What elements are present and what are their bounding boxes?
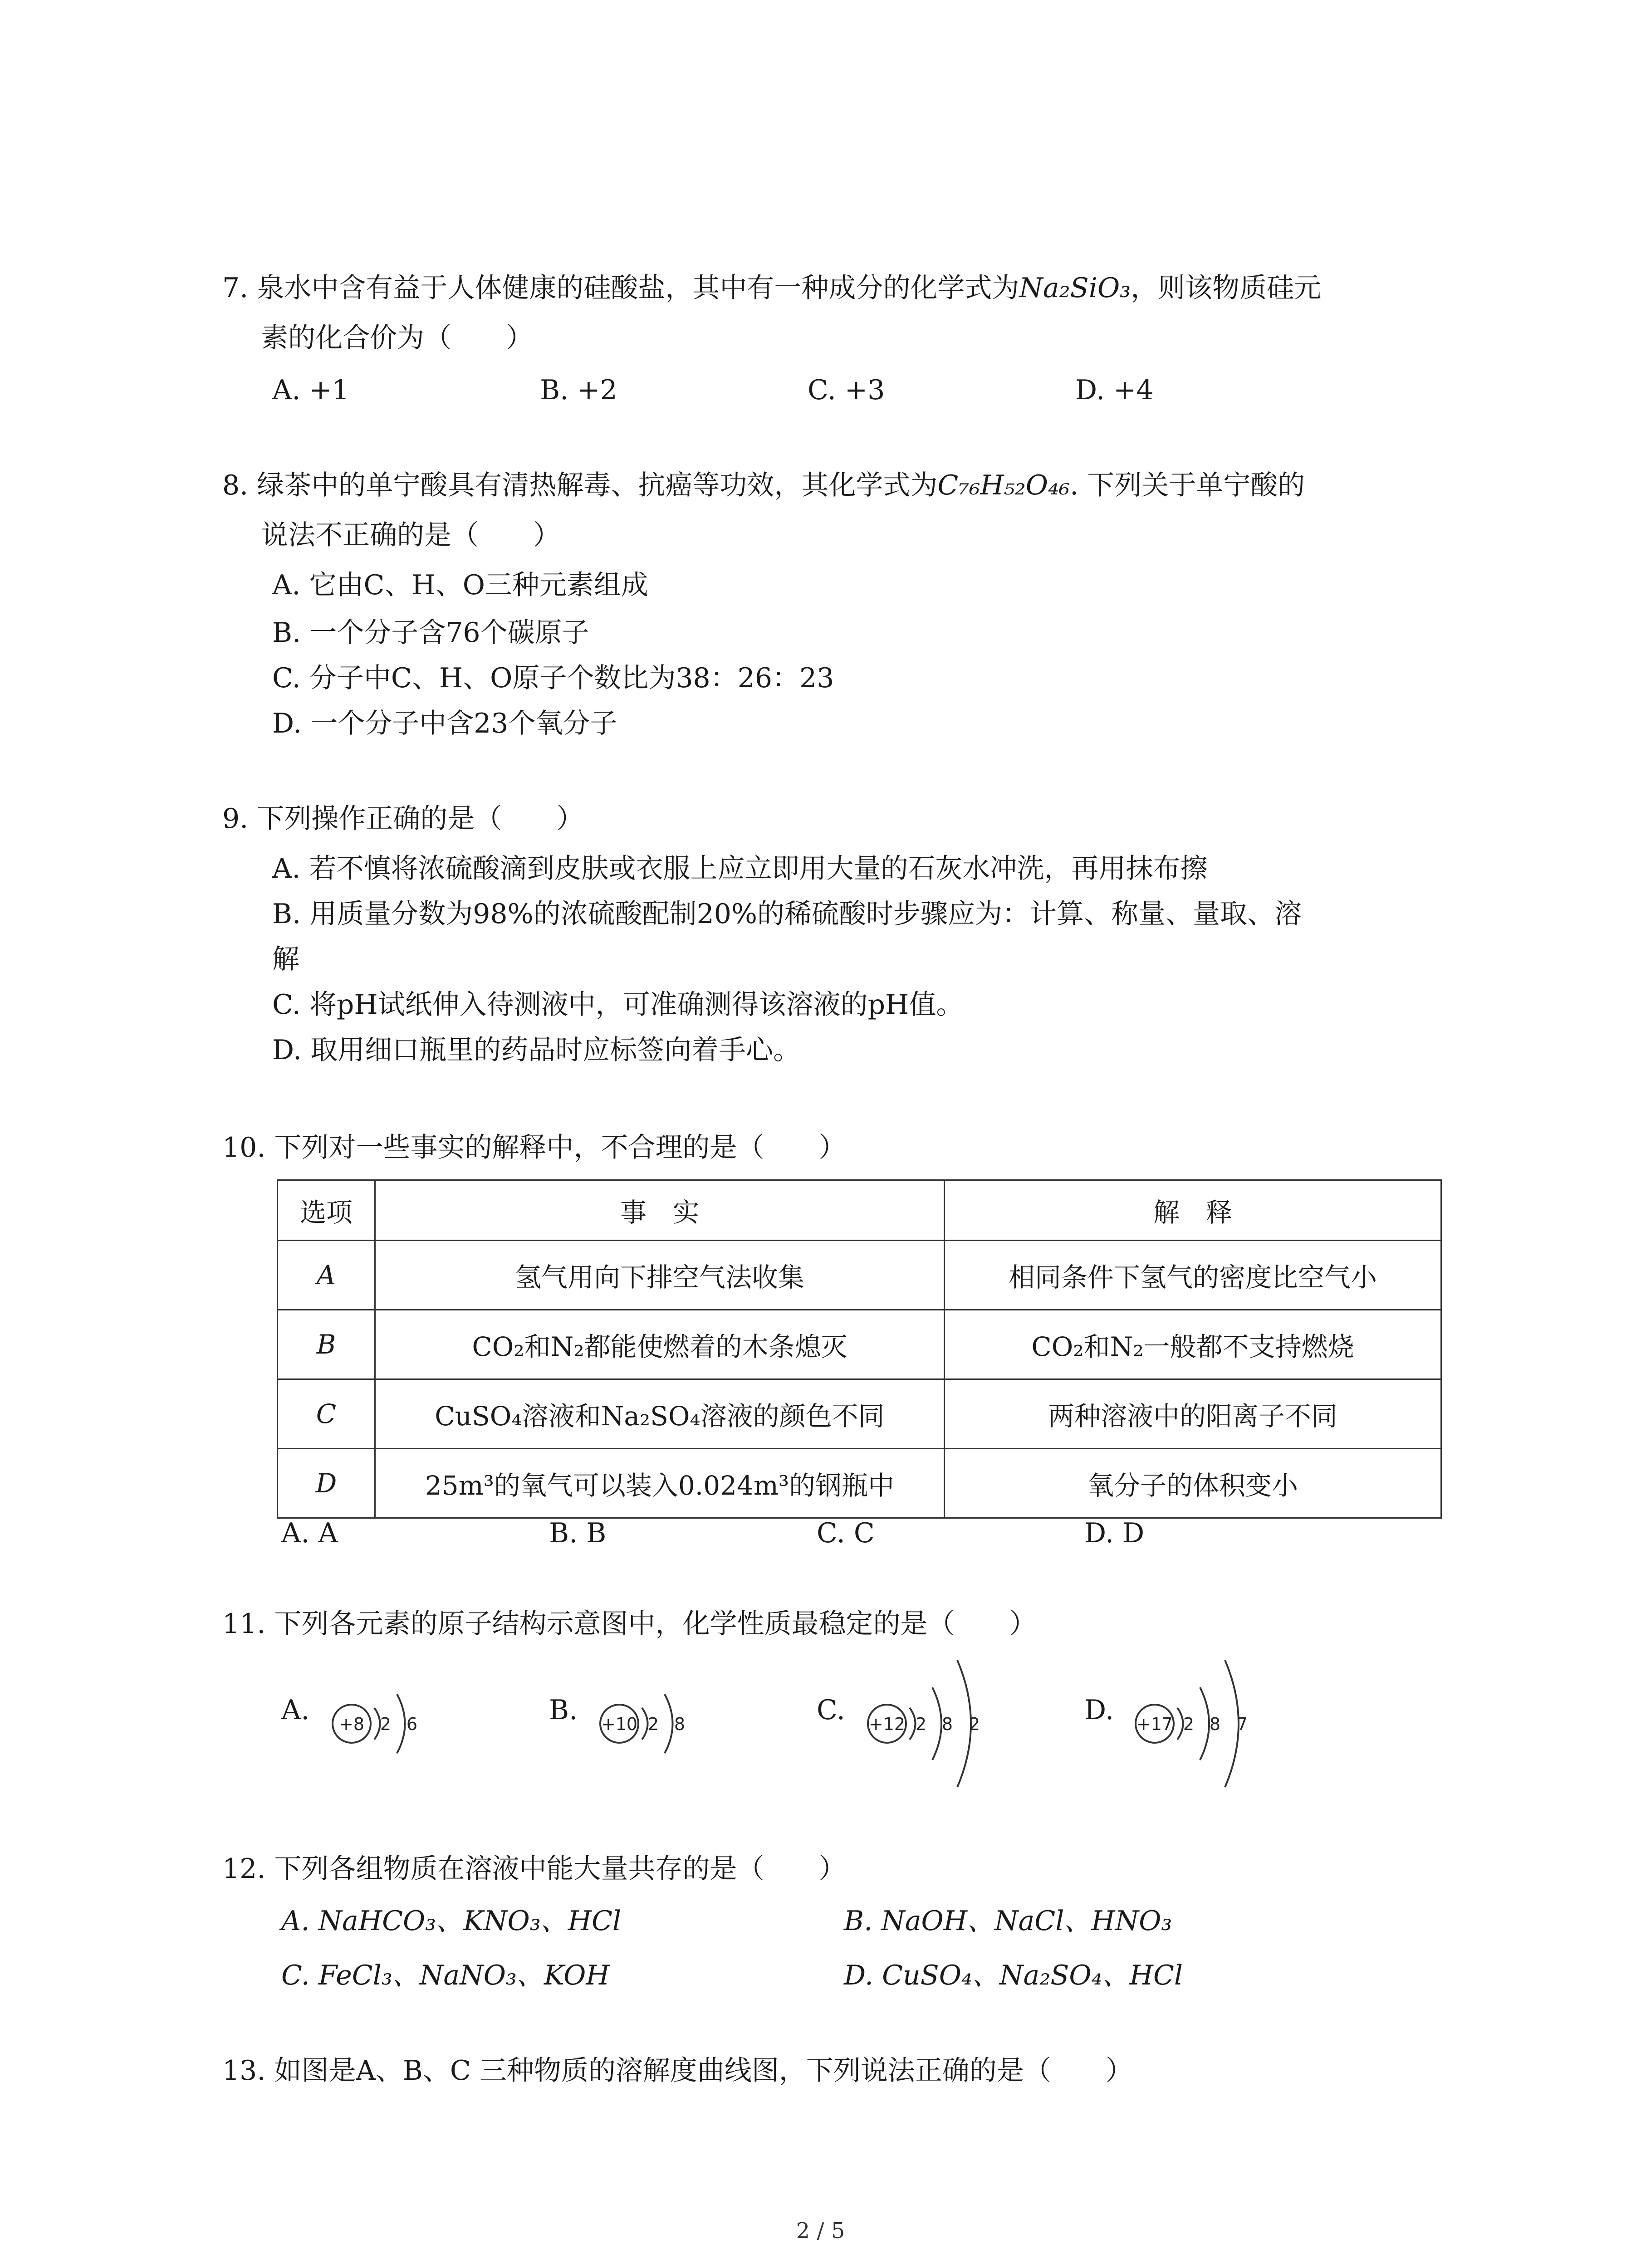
q7-text-tail: ，则该物质硅元 — [1131, 272, 1322, 304]
shell-count: 2 — [915, 1714, 927, 1734]
q11-option-c-label: C. — [817, 1694, 845, 1726]
q12-option-c — [281, 1953, 610, 1998]
table-cell: B — [278, 1310, 375, 1379]
q10-option-a: A. A — [281, 1517, 338, 1549]
shell-count: 8 — [674, 1714, 686, 1734]
q7-line2: 素的化合价为（ ） — [261, 322, 533, 354]
q8-line1 — [222, 463, 1305, 508]
q12-option-b — [844, 1898, 1172, 1944]
table-cell: CO₂和N₂一般都不支持燃烧 — [945, 1310, 1441, 1379]
table-cell: 相同条件下氢气的密度比空气小 — [945, 1241, 1441, 1310]
table-header-row — [278, 1180, 1441, 1241]
nucleus-label: +8 — [338, 1714, 365, 1734]
page-number: 2 / 5 — [796, 2218, 845, 2244]
table-cell: 两种溶液中的阳离子不同 — [945, 1379, 1441, 1449]
shell-count: 8 — [941, 1714, 953, 1734]
q10-option-b: B. B — [549, 1517, 607, 1549]
q13-line1: 13. 如图是A、B、C 三种物质的溶解度曲线图，下列说法正确的是（ ） — [222, 2055, 1133, 2087]
nucleus-label: +17 — [1136, 1714, 1173, 1734]
q10-line1: 10. 下列对一些事实的解释中，不合理的是（ ） — [222, 1132, 846, 1163]
q11-option-b-label: B. — [549, 1694, 578, 1726]
q12-option-c-text: C. FeCl₃、NaNO₃、KOH — [281, 1960, 610, 1991]
q10-option-d: D. D — [1084, 1517, 1145, 1549]
table-header-cell: 事 实 — [375, 1180, 945, 1241]
nucleus-label: +10 — [601, 1714, 638, 1734]
table-cell: C — [278, 1379, 375, 1449]
q12-option-a — [281, 1898, 621, 1944]
table-cell: 氧分子的体积变小 — [945, 1449, 1441, 1518]
table-header-cell: 解 释 — [945, 1180, 1441, 1241]
q12-option-d — [844, 1953, 1183, 1998]
q7-formula: Na₂SiO₃ — [1019, 272, 1131, 304]
q8-option-b: B. 一个分子含76个碳原子 — [272, 617, 589, 649]
shell-count: 2 — [647, 1714, 659, 1734]
q9-option-a: A. 若不慎将浓硫酸滴到皮肤或衣服上应立即用大量的石灰水冲洗，再用抹布擦 — [272, 853, 1208, 885]
shell-count: 8 — [1209, 1714, 1221, 1734]
q7-option-d: D. +4 — [1075, 374, 1154, 406]
q11-option-a-label: A. — [281, 1694, 310, 1726]
q7-option-b: B. +2 — [540, 374, 617, 406]
q8-formula: C₇₆H₅₂O₄₆ — [937, 469, 1070, 501]
table-row — [278, 1449, 1441, 1518]
q9-line1: 9. 下列操作正确的是（ ） — [222, 803, 584, 835]
table-cell: D — [278, 1449, 375, 1518]
q8-option-a: A. 它由C、H、O三种元素组成 — [272, 569, 648, 601]
table-row — [278, 1379, 1441, 1449]
table-row — [278, 1310, 1441, 1379]
nucleus-label: +12 — [868, 1714, 906, 1734]
q10-table — [277, 1179, 1442, 1519]
q7-line1 — [222, 265, 1321, 311]
q7-text: 7. 泉水中含有益于人体健康的硅酸盐，其中有一种成分的化学式为 — [222, 272, 1019, 304]
q9-option-d: D. 取用细口瓶里的药品时应标签向着手心。 — [272, 1034, 801, 1066]
atom-diagram-a — [318, 1674, 436, 1774]
q12-option-d-text: D. CuSO₄、Na₂SO₄、HCl — [844, 1960, 1183, 1991]
q9-option-b: B. 用质量分数为98%的浓硫酸配制20%的稀硫酸时步骤应为：计算、称量、量取、溶 — [272, 898, 1302, 930]
shell-count: 2 — [969, 1714, 980, 1734]
q12-line1: 12. 下列各组物质在溶液中能大量共存的是（ ） — [222, 1853, 846, 1885]
table-cell: 氢气用向下排空气法收集 — [375, 1241, 945, 1310]
shell-count: 2 — [380, 1714, 392, 1734]
atom-diagram-c — [853, 1651, 998, 1796]
q9-option-b-cont: 解 — [272, 943, 299, 975]
q12-option-a-text: A. NaHCO₃、KNO₃、HCl — [281, 1905, 622, 1937]
atom-diagram-b — [585, 1674, 703, 1774]
q12-option-b-text: B. NaOH、NaCl、HNO₃ — [844, 1905, 1172, 1937]
shell-count: 7 — [1236, 1714, 1248, 1734]
table-cell: 25m³的氧气可以装入0.024m³的钢瓶中 — [375, 1449, 945, 1518]
table-cell: CO₂和N₂都能使燃着的木条熄灭 — [375, 1310, 945, 1379]
q8-line2: 说法不正确的是（ ） — [261, 519, 560, 551]
shell-count: 2 — [1183, 1714, 1195, 1734]
q8-option-c: C. 分子中C、H、O原子个数比为38：26：23 — [272, 662, 834, 694]
q10-option-c: C. C — [817, 1517, 875, 1549]
table-row — [278, 1241, 1441, 1310]
shell-count: 6 — [406, 1714, 418, 1734]
q11-option-d-label: D. — [1084, 1694, 1114, 1726]
q8-option-d: D. 一个分子中含23个氧分子 — [272, 708, 617, 739]
table-cell: CuSO₄溶液和Na₂SO₄溶液的颜色不同 — [375, 1379, 945, 1449]
q11-line1: 11. 下列各元素的原子结构示意图中，化学性质最稳定的是（ ） — [222, 1608, 1037, 1640]
q7-option-a: A. +1 — [272, 374, 349, 406]
table-cell: A — [278, 1241, 375, 1310]
q8-text: 8. 绿茶中的单宁酸具有清热解毒、抗癌等功效，其化学式为 — [222, 469, 938, 501]
atom-diagram-d — [1121, 1651, 1266, 1796]
q9-option-c: C. 将pH试纸伸入待测液中，可准确测得该溶液的pH值。 — [272, 989, 964, 1021]
q7-option-c: C. +3 — [808, 374, 885, 406]
table-header-cell: 选项 — [278, 1180, 375, 1241]
q8-text-tail: . 下列关于单宁酸的 — [1070, 469, 1305, 501]
